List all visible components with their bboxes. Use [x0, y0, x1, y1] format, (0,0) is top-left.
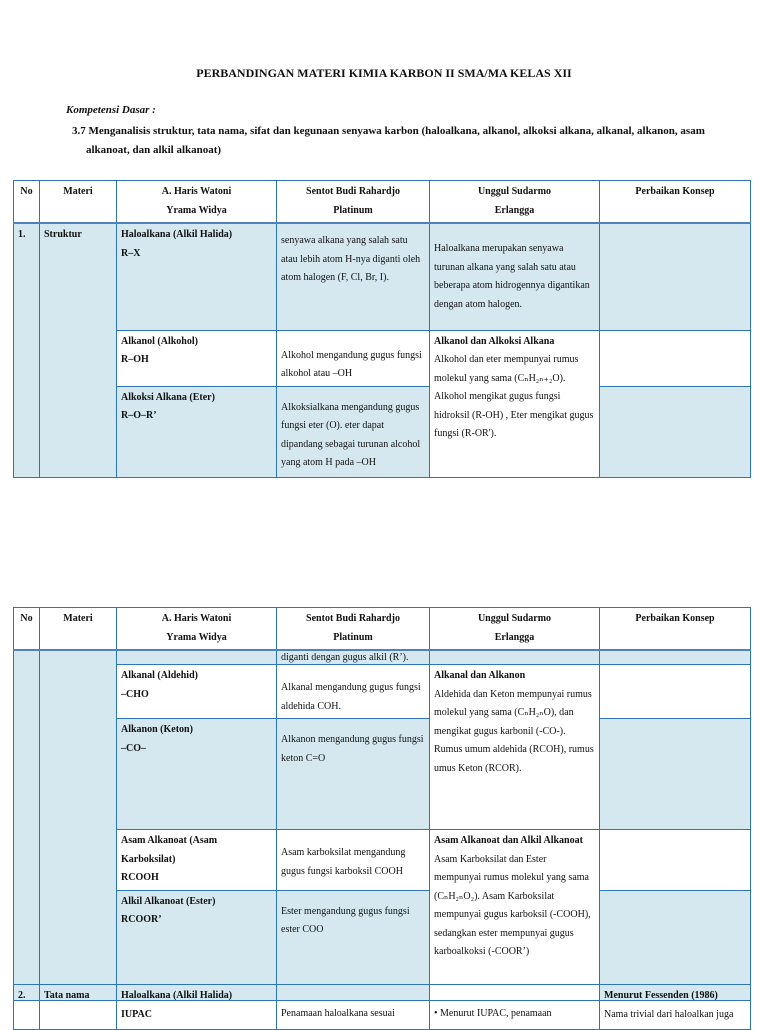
watoni-asam: Asam Alkanoat (Asam Karboksilat) RCOOH — [117, 830, 277, 891]
unggul-tatanama: • Menurut IUPAC, penamaan — [430, 985, 600, 1030]
row-number — [14, 650, 40, 1000]
header-perbaikan: Perbaikan Konsep — [600, 608, 751, 651]
header-unggul: Unggul Sudarmo Erlangga — [430, 608, 600, 651]
kd-text — [72, 122, 712, 160]
perbaikan-haloalkana — [600, 223, 751, 330]
watoni-alkanon: Alkanon (Keton) –CO– — [117, 719, 277, 830]
row-materi — [40, 650, 117, 1000]
unggul-alkanol-alkoksi: Alkanol dan Alkoksi Alkana Alkohol dan eter mempunyai rumus molekul yang sama (CₙH₂ₙ₊₂O). Alkohol mengikat gugus fungsi hidroksil (R-OH) , Eter mengikat gugus fungsi (R-OR'). — [430, 330, 600, 477]
sentot-alkanon: Alkanon mengandung gugus fungsi keton C=O — [277, 719, 430, 830]
unggul-haloalkana: Haloalkana merupakan senyawa turunan alkana yang salah satu atau beberapa atom hidrogennya digantikan dengan atom halogen. — [430, 223, 600, 330]
watoni-ester: Alkil Alkanoat (Ester) RCOOR’ — [117, 890, 277, 1000]
table-row — [14, 650, 751, 665]
sentot-asam: Asam karboksilat mengandung gugus fungsi karboksil COOH — [277, 830, 430, 891]
header-perbaikan: Perbaikan Konsep — [600, 181, 751, 224]
sentot-cont: diganti dengan gugus alkil (R’). — [277, 650, 430, 665]
header-unggul: Unggul Sudarmo Erlangga — [430, 181, 600, 224]
perbaikan-tatanama: Menurut Fessenden (1986) Nama trivial dari haloalkan juga — [600, 985, 751, 1030]
row-materi: Struktur — [40, 223, 117, 477]
watoni-eter: Alkoksi Alkana (Eter) R–O–R’ — [117, 386, 277, 477]
row-number: 2. — [14, 985, 40, 1030]
header-no: No — [14, 181, 40, 224]
page-title: PERBANDINGAN MATERI KIMIA KARBON II SMA/MA KELAS XII — [196, 66, 572, 80]
table-row — [14, 223, 751, 330]
watoni-cont — [117, 650, 277, 665]
row-number: 1. — [14, 223, 40, 477]
header-materi: Materi — [40, 181, 117, 224]
unggul-cont — [430, 650, 600, 665]
comparison-table-2 — [13, 607, 751, 1001]
header-watoni: A. Haris Watoni Yrama Widya — [117, 608, 277, 651]
perbaikan-asam — [600, 830, 751, 891]
header-sentot: Sentot Budi Rahardjo Platinum — [277, 608, 430, 651]
comparison-table-2-cont — [13, 984, 751, 1030]
header-sentot: Sentot Budi Rahardjo Platinum — [277, 181, 430, 224]
watoni-alkanal: Alkanal (Aldehid) –CHO — [117, 665, 277, 719]
kd-line-2: alkanoat, dan alkil alkanoat) — [86, 144, 222, 156]
header-watoni: A. Haris Watoni Yrama Widya — [117, 181, 277, 224]
table-row — [14, 330, 751, 386]
sentot-alkanol: Alkohol mengandung gugus fungsi alkohol atau –OH — [277, 330, 430, 386]
table-row — [14, 985, 751, 1030]
sentot-ester: Ester mengandung gugus fungsi ester COO — [277, 890, 430, 1000]
perbaikan-alkanol — [600, 330, 751, 386]
unggul-alkanal-alkanon: Alkanal dan Alkanon Aldehida dan Keton mempunyai rumus molekul yang sama (CₙH₂ₙO), dan mengikat gugus karbonil (-CO-). Rumus umum aldehida (RCOH), rumus umus Keton (RCOR). — [430, 665, 600, 830]
sentot-alkanal: Alkanal mengandung gugus fungsi aldehida COH. — [277, 665, 430, 719]
watoni-tatanama: Haloalkana (Alkil Halida) IUPAC — [117, 985, 277, 1030]
header-materi: Materi — [40, 608, 117, 651]
header-no: No — [14, 608, 40, 651]
table-row — [14, 830, 751, 891]
sentot-haloalkana: senyawa alkana yang salah satu atau lebih atom H-nya diganti oleh atom halogen (F, Cl, Br, I). — [277, 223, 430, 330]
comparison-table-1 — [13, 180, 751, 478]
table-row — [14, 386, 751, 477]
watoni-haloalkana: Haloalkana (Alkil Halida) R–X — [117, 223, 277, 330]
row-materi: Tata nama — [40, 985, 117, 1030]
table-header-row — [14, 608, 751, 651]
perbaikan-cont — [600, 650, 751, 665]
kd-label: Kompetensi Dasar : — [66, 104, 156, 116]
perbaikan-alkanon — [600, 719, 751, 830]
sentot-eter: Alkoksialkana mengandung gugus fungsi eter (O). eter dapat dipandang sebagai turunan alcohol yang atom H pada –OH — [277, 386, 430, 477]
perbaikan-eter — [600, 386, 751, 477]
unggul-asam-ester: Asam Alkanoat dan Alkil Alkanoat Asam Karboksilat dan Ester mempunyai rumus molekul yang sama (CₙH₂ₙO₂). Asam Karboksilat mempunyai gugus karboksil (-COOH), sedangkan ester mempunyai gugus karboalkoksi (-COOR’) — [430, 830, 600, 1001]
kd-line-1: 3.7 Menganalisis struktur, tata nama, sifat dan kegunaan senyawa karbon (haloalkana, alkanol, alkoksi alkana, alkanal, alkanon, asam — [72, 125, 705, 137]
table-row — [14, 665, 751, 719]
perbaikan-alkanal — [600, 665, 751, 719]
table-header-row — [14, 181, 751, 224]
table-row — [14, 719, 751, 830]
sentot-tatanama: Penamaan haloalkana sesuai — [277, 985, 430, 1030]
watoni-alkanol: Alkanol (Alkohol) R–OH — [117, 330, 277, 386]
